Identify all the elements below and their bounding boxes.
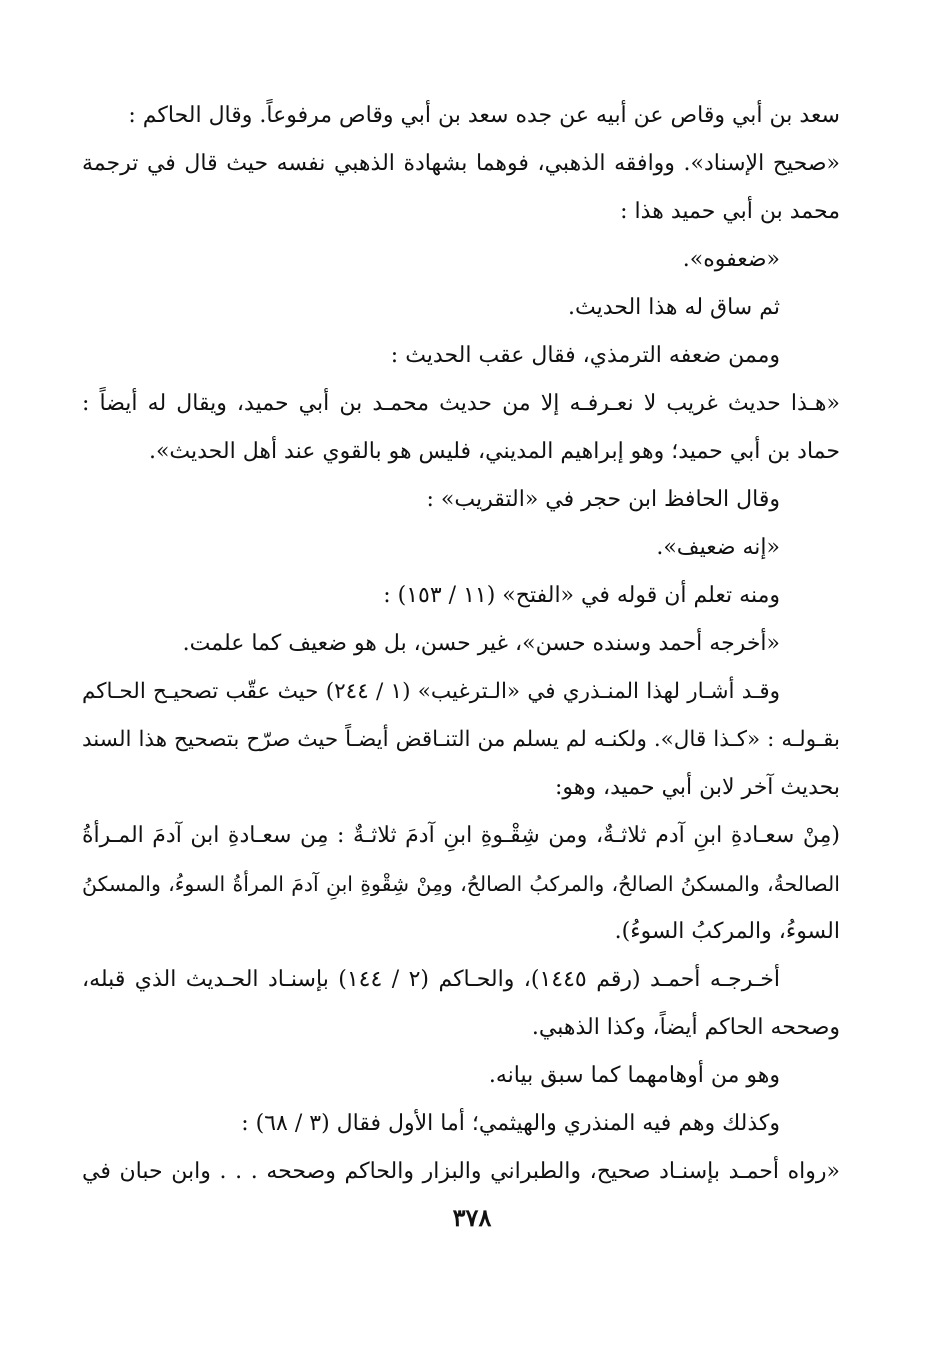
text-line: محمد بن أبي حميد هذا : (620, 199, 840, 224)
text-line: ومنه تعلم أن قوله في «الفتح» (١١ / ١٥٣) : (383, 583, 780, 608)
page-number: ٣٧٨ (452, 1203, 492, 1232)
text-line: سعد بن أبي وقاص عن أبيه عن جده سعد بن أبي وقاص مرفوعاً. وقال الحاكم : (128, 103, 840, 128)
text-line: بحديث آخر لابن أبي حميد، وهو: (554, 775, 840, 800)
text-line: «إنه ضعيف». (656, 535, 780, 560)
text-line: ثم ساق له هذا الحديث. (568, 295, 780, 320)
text-line: وقـد أشـار لهذا المنـذري في «الـترغيب» (١ / ٢٤٤) حيث عقّب تصحيـح الحـاكم (82, 679, 780, 704)
text-line: «ضعفوه». (682, 247, 780, 272)
text-line: حماد بن أبي حميد؛ وهو إبراهيم المديني، فليس هو بالقوي عند أهل الحديث». (148, 439, 840, 464)
text-line: «هـذا حديث غريب لا نعـرفـه إلا من حديث محمـد بن أبي حميد، ويقال له أيضاً : (82, 391, 840, 416)
text-line: أخـرجـه أحمـد (رقم ١٤٤٥)، والحـاكم (٢ / ١٤٤) بإسنـاد الحـديث الذي قبله، (82, 967, 780, 992)
text-line: «رواه أحمـد بإسنـاد صحيح، والطبراني والبزار والحاكم وصححه . . . وابن حبان في (82, 1159, 840, 1184)
text-line: وكذلك وهم فيه المنذري والهيثمي؛ أما الأول فقال (٣ / ٦٨) : (241, 1111, 780, 1136)
text-line: وصححه الحاكم أيضاً، وكذا الذهبي. (531, 1015, 840, 1040)
text-line: «صحيح الإسناد». ووافقه الذهبي، فوهما بشهادة الذهبي نفسه حيث قال في ترجمة (82, 151, 840, 176)
text-line: بقـولـه : «كـذا قال». ولكنـه لم يسلم من التنـاقض أيضـاً حيث صرّح بتصحيح هذا السند (82, 727, 840, 752)
text-line: الصالحةُ، والمسكنُ الصالحُ، والمركبُ الصالحُ، ومِنْ شِقْوةِ ابنِ آدمَ المرأةُ السوءُ، والمسكنُ (82, 872, 840, 896)
text-line: وقال الحافظ ابن حجر في «التقريب» : (426, 487, 780, 512)
body-text (82, 92, 840, 1196)
text-line: «أخرجه أحمد وسنده حسن»، غير حسن، بل هو ضعيف كما علمت. (182, 631, 780, 656)
text-line: وممن ضعفه الترمذي، فقال عقب الحديث : (390, 343, 780, 368)
text-line: السوءُ، والمركبُ السوءُ). (614, 919, 840, 944)
text-line: (مِنْ سعـادةِ ابنِ آدم ثلاثـةٌ، ومن شِقْـوةِ ابنِ آدمَ ثلاثـةٌ : مِن سعـادةِ ابن آدمَ المـرأةُ (82, 823, 840, 848)
text-line: وهو من أوهامهما كما سبق بيانه. (488, 1063, 780, 1088)
